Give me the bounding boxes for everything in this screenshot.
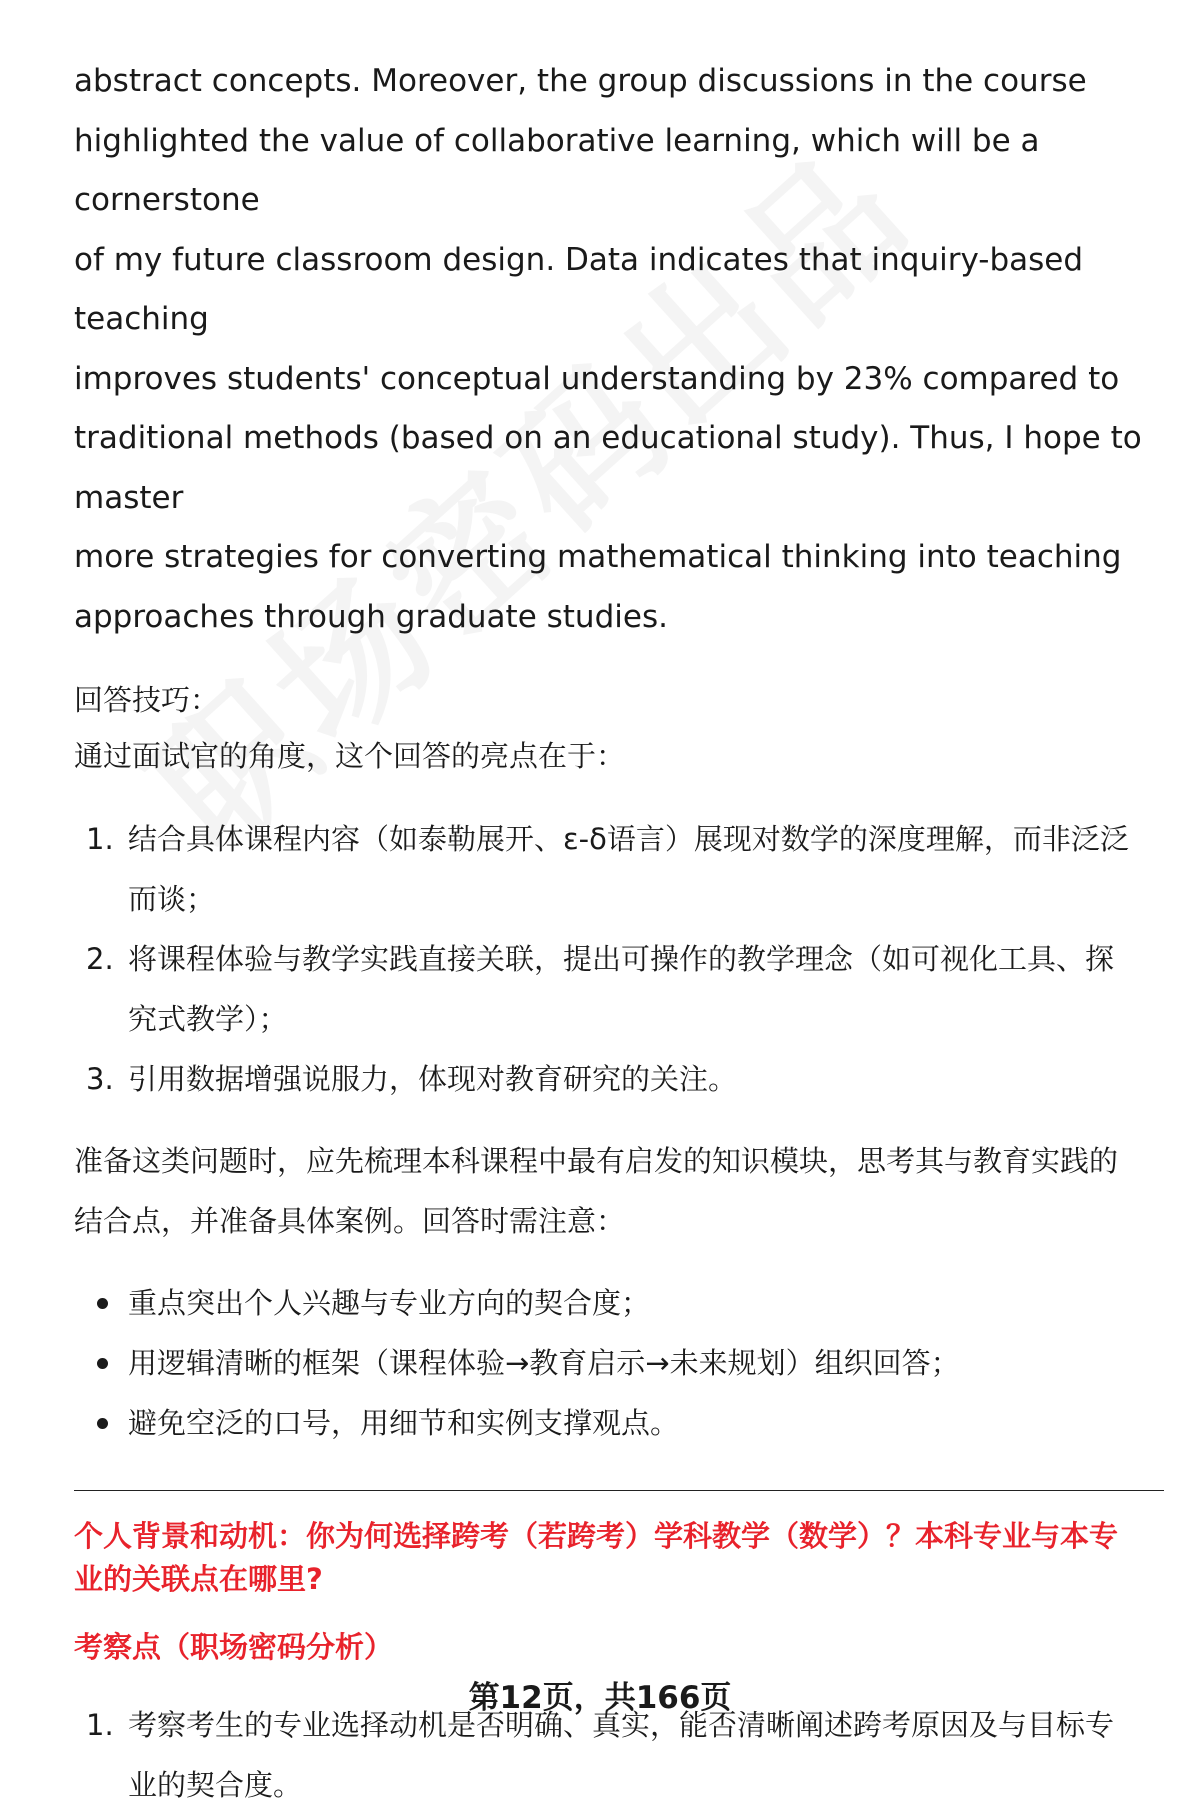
list-item	[74, 1273, 1164, 1333]
intro-line: approaches through graduate studies.	[74, 598, 668, 635]
tips-heading: 回答技巧：	[74, 683, 220, 717]
question-line: 业的关联点在哪里?	[74, 1562, 323, 1596]
intro-line: improves students' conceptual understanding by 23% compared to	[74, 360, 1120, 397]
page-footer: 第12页，共166页	[468, 1680, 732, 1716]
list-item	[74, 1049, 1164, 1109]
tips-intro: 通过面试官的角度，这个回答的亮点在于：	[74, 739, 626, 773]
prep-line: 结合点，并准备具体案例。回答时需注意：	[74, 1204, 626, 1238]
bullet-icon	[97, 1358, 108, 1369]
list-item	[74, 809, 1164, 929]
list-item	[74, 929, 1164, 1049]
list-item-text: 用逻辑清晰的框架（课程体验→教育启示→未来规划）组织回答；	[128, 1346, 960, 1380]
list-number: 2.	[86, 942, 114, 976]
list-item-text: 而谈；	[128, 882, 216, 916]
intro-line: highlighted the value of collaborative learning, which will be a cornerstone	[74, 122, 1040, 218]
document-body	[74, 52, 1164, 1815]
list-number: 1.	[86, 1708, 114, 1742]
prep-line: 准备这类问题时，应先梳理本科课程中最有启发的知识模块，思考其与教育实践的	[74, 1144, 1119, 1178]
intro-line: abstract concepts. Moreover, the group discussions in the course	[74, 63, 1087, 99]
prep-paragraph	[74, 1131, 1164, 1251]
bullet-icon	[97, 1418, 108, 1429]
notes-list	[74, 1273, 1164, 1453]
intro-line: more strategies for converting mathematical thinking into teaching	[74, 539, 1122, 575]
intro-line: traditional methods (based on an educational study). Thus, I hope to master	[74, 420, 1142, 516]
list-item	[74, 1393, 1164, 1453]
list-item-text: 避免空泛的口号，用细节和实例支撑观点。	[128, 1406, 680, 1440]
bullet-icon	[97, 1298, 108, 1309]
list-item-text: 考察考生的专业选择动机是否明确、真实，能否清晰阐述跨考原因及与目标专	[128, 1708, 1115, 1742]
highlights-list	[74, 809, 1164, 1109]
question-heading	[74, 1515, 1164, 1601]
list-item-text: 重点突出个人兴趣与专业方向的契合度；	[128, 1286, 651, 1320]
intro-line: of my future classroom design. Data indicates that inquiry-based teaching	[74, 241, 1084, 337]
list-item-text: 业的契合度。	[128, 1768, 303, 1802]
list-item-text: 将课程体验与教学实践直接关联，提出可操作的教学理念（如可视化工具、探	[128, 942, 1115, 976]
intro-paragraph	[74, 52, 1164, 647]
list-item-text: 结合具体课程内容（如泰勒展开、ε-δ语言）展现对数学的深度理解，而非泛泛	[128, 822, 1129, 856]
list-number: 1.	[86, 822, 114, 856]
list-item-text: 引用数据增强说服力，体现对教育研究的关注。	[128, 1062, 738, 1096]
exam-point-heading: 考察点（职场密码分析）	[74, 1630, 394, 1664]
question-line: 个人背景和动机：你为何选择跨考（若跨考）学科教学（数学）？本科专业与本专	[74, 1519, 1119, 1553]
list-item	[74, 1333, 1164, 1393]
list-item-text: 究式教学）；	[128, 1002, 288, 1036]
list-number: 3.	[86, 1062, 114, 1096]
